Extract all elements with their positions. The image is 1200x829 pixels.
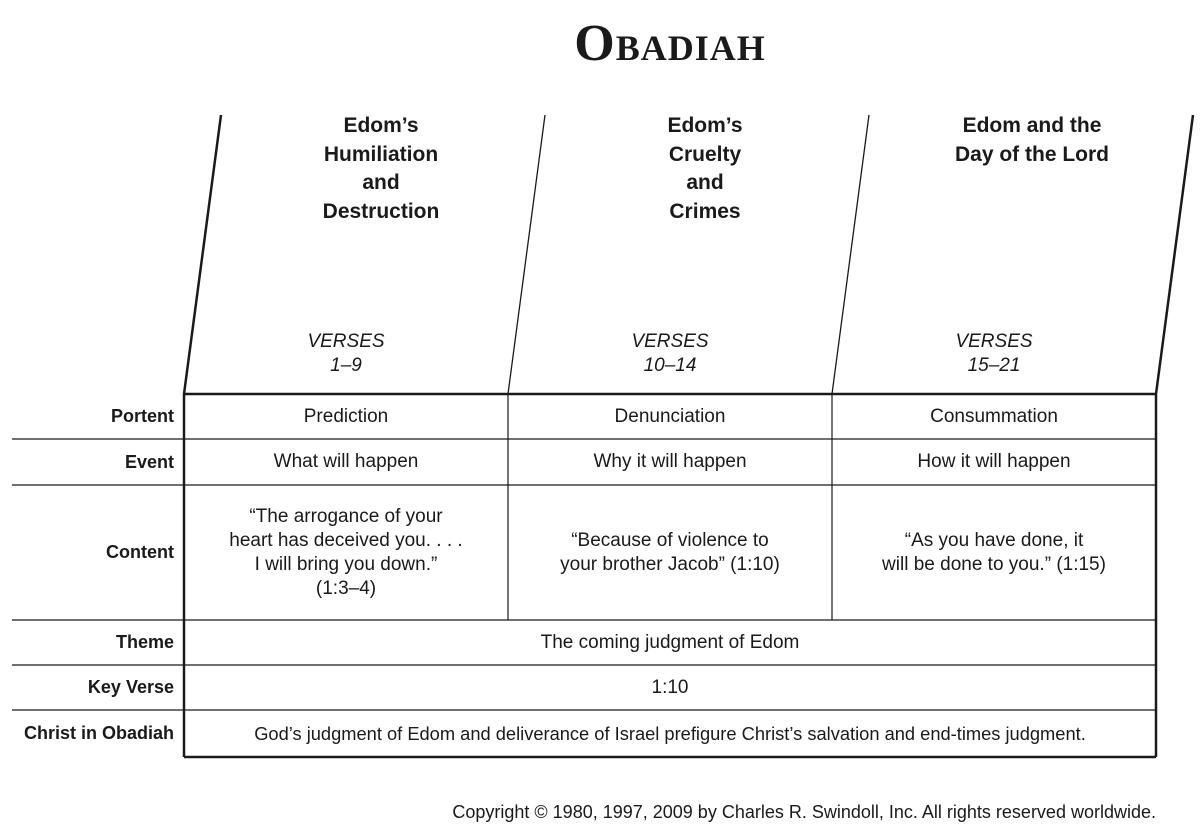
row-label-key-verse: Key Verse [87,677,174,697]
theme-cell: The coming judgment of Edom [540,631,800,653]
portent-cell-1: Prediction [303,405,389,427]
event-cell-1: What will happen [273,451,419,472]
row-label-content: Content [106,542,174,562]
content-cell-2: “Because of violence to your brother Jacob” (1:10) [560,529,780,575]
row-label-event: Event [124,451,174,472]
portent-cell-3: Consummation [930,405,1058,427]
header-divider-2 [832,115,869,394]
content-cell-3: “As you have done, it will be done to you.” (1:15) [882,529,1106,575]
header-divider-1 [508,115,545,394]
content-cell-1: “The arrogance of your heart has deceived you. . . . I will bring you down.” (1:3–4) [229,505,463,599]
section-heading-2: Edom’s Cruelty and Crimes [667,114,743,223]
row-label-christ: Christ in Obadiah [23,723,174,743]
copyright-notice: Copyright © 1980, 1997, 2009 by Charles R. Swindoll, Inc. All rights reserved worldwide. [452,802,1156,822]
header-divider-left [184,115,221,394]
section-heading-3: Edom and the Day of the Lord [954,114,1109,166]
row-label-portent: Portent [111,406,174,426]
verses-label-1: VERSES 1–9 [307,331,385,376]
portent-cell-2: Denunciation [614,405,726,427]
key-verse-cell: 1:10 [651,676,689,698]
verses-label-2: VERSES 10–14 [631,331,709,376]
page-title: Obadiah [574,15,766,72]
event-cell-3: How it will happen [917,451,1071,472]
section-heading-1: Edom’s Humiliation and Destruction [322,114,440,223]
row-label-theme: Theme [115,632,174,652]
christ-cell: God’s judgment of Edom and deliverance of Israel prefigure Christ’s salvation and end-times judgment. [254,722,1086,744]
event-cell-2: Why it will happen [593,451,747,472]
verses-label-3: VERSES 15–21 [955,331,1033,376]
